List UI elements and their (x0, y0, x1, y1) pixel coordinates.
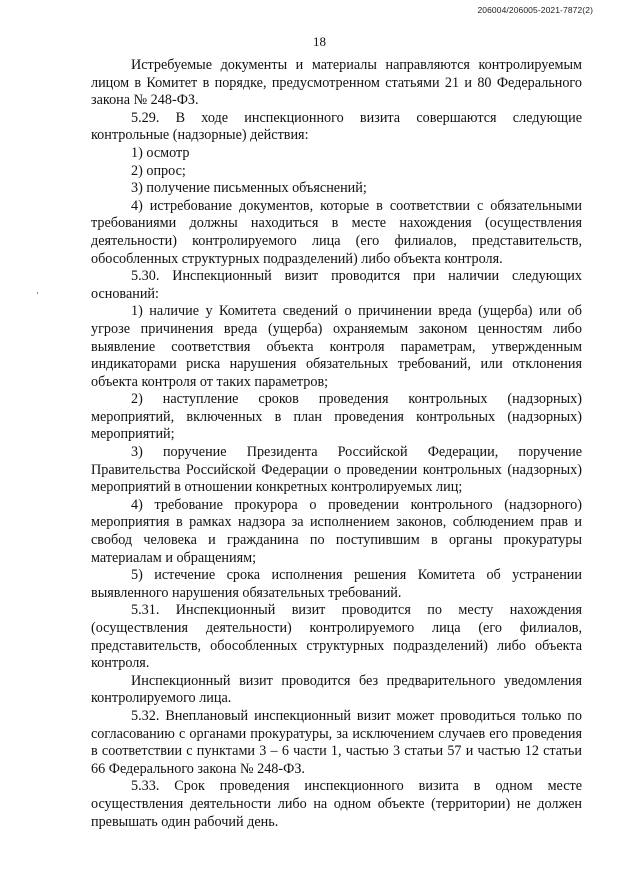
document-body (91, 57, 582, 831)
document-code: 206004/206005-2021-7872(2) (477, 5, 593, 15)
list-item-president-instruction: 3) поручение Президента Российской Федерации, поручение Правительства Российской Федерации о проведении контрольных (надзорных) мероприятий в отношении конкретных контролируемых лиц; (91, 444, 582, 496)
page-number: 18 (313, 34, 326, 49)
list-item-inspection: 1) осмотр (131, 144, 190, 161)
paragraph-5-31: 5.31. Инспекционный визит проводится по месту нахождения (осуществления деятельности) контролируемого лица (его филиалов, представительств, обособленных структурных подразделений) либо объекта контроля. (91, 602, 582, 672)
paragraph-no-prior-notice: Инспекционный визит проводится без предварительного уведомления контролируемого лица. (91, 672, 582, 707)
list-item-document-request: 4) истребование документов, которые в соответствии с обязательными требованиями должны находиться в месте нахождения (осуществления деятельности) контролируемого лица (его филиалов, представительств, обособленных структурных подразделений) либо объекта контроля. (91, 197, 582, 267)
list-item-planned-deadlines: 2) наступление сроков проведения контрольных (надзорных) мероприятий, включенных в план проведения контрольных (надзорных) мероприятий; (91, 391, 582, 443)
scan-artifact (37, 292, 38, 294)
paragraph-5-30: 5.30. Инспекционный визит проводится при наличии следующих оснований: (91, 268, 582, 302)
paragraph-documents-sent: Истребуемые документы и материалы направляются контролируемым лицом в Комитет в порядке, предусмотренном статьями 21 и 80 Федерального закона № 248-ФЗ. (91, 57, 582, 109)
list-item-harm-information: 1) наличие у Комитета сведений о причинении вреда (ущерба) или об угрозе причинения вреда (ущерба) охраняемым законом ценностям либо выявление соответствия объекта контроля параметрам, утвержденным индикаторами риска нарушения обязательных требований, или отклонения объекта контроля от таких параметров; (91, 303, 582, 390)
paragraph-5-33: 5.33. Срок проведения инспекционного визита в одном месте осуществления деятельности либо на одном объекте (территории) не должен превышать один рабочий день. (91, 778, 582, 830)
list-item-prosecutor-requirement: 4) требование прокурора о проведении контрольного (надзорного) мероприятия в рамках надзора за исполнением законов, соблюдением прав и свобод человека и гражданина по поступившим в органы прокуратуры материалам и обращениям; (91, 496, 582, 566)
paragraph-5-29: 5.29. В ходе инспекционного визита совершаются следующие контрольные (надзорные) действия: (91, 109, 582, 144)
list-item-written-explanations: 3) получение письменных объяснений; (131, 180, 367, 197)
list-item-decision-expiry: 5) истечение срока исполнения решения Комитета об устранении выявленного нарушения обязательных требований. (91, 567, 582, 601)
list-item-survey: 2) опрос; (131, 162, 186, 179)
paragraph-5-32: 5.32. Внеплановый инспекционный визит может проводиться только по согласованию с органами прокуратуры, за исключением случаев его проведения в соответствии с пунктами 3 – 6 части 1, частью 3 статьи 57 и частью 12 статьи 66 Федерального закона № 248-ФЗ. (91, 707, 582, 777)
